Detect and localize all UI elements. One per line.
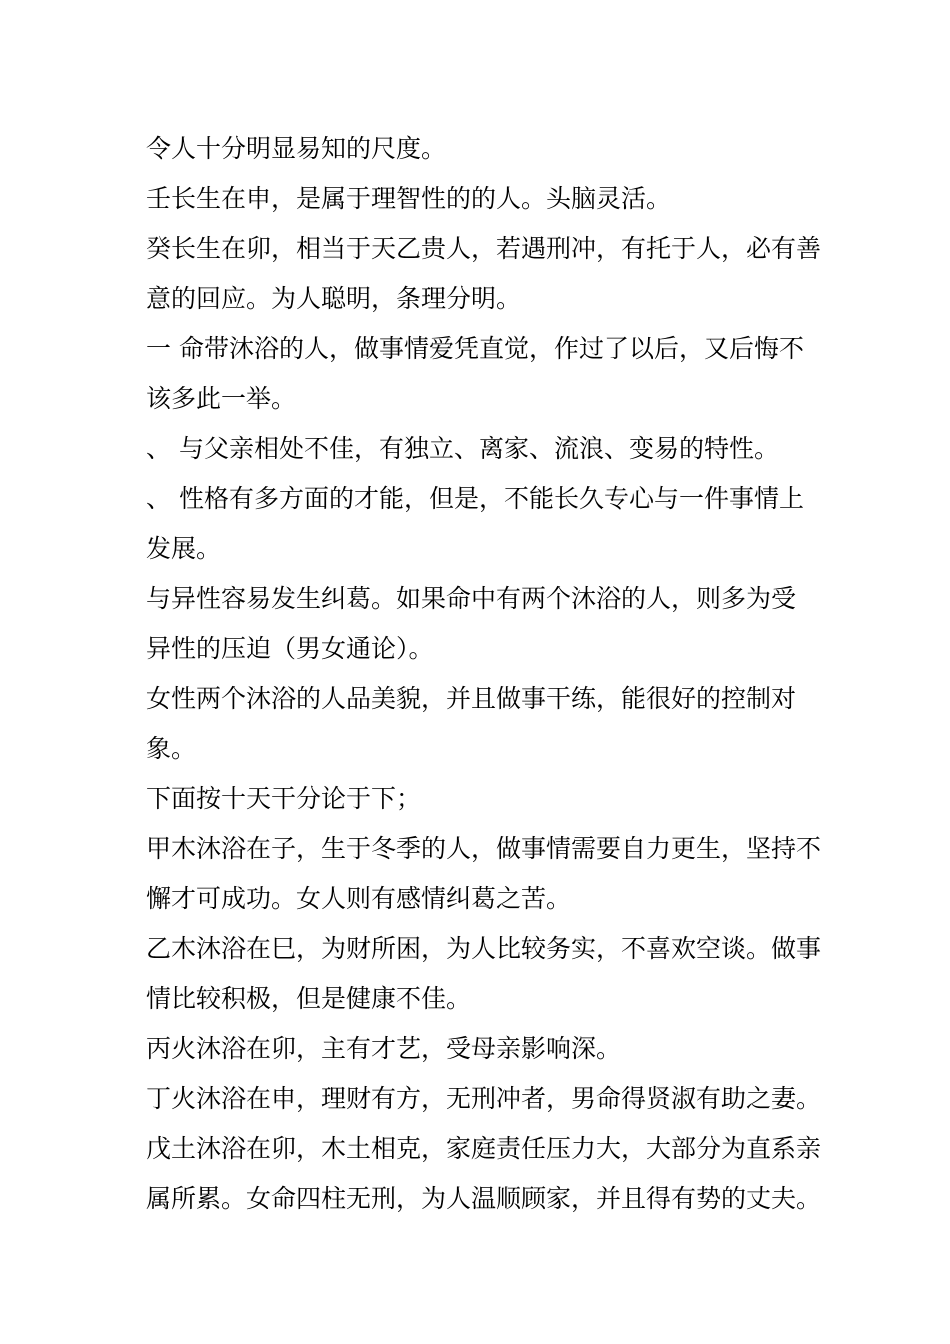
text-line: 丁火沐浴在申，理财有方，无刑冲者，男命得贤淑有助之妻。 (146, 1084, 822, 1113)
text-line: 戊土沐浴在卯，木土相克，家庭责任压力大，大部分为直系亲 (146, 1134, 822, 1163)
text-line: 女性两个沐浴的人品美貌，并且做事干练，能很好的控制对 (146, 684, 797, 713)
text-line: 该多此一举。 (146, 384, 297, 413)
text-line: 、 与父亲相处不佳，有独立、离家、流浪、变易的特性。 (146, 434, 779, 463)
text-line: 发展。 (146, 534, 222, 563)
text-line: 与异性容易发生纠葛。如果命中有两个沐浴的人，则多为受 (146, 584, 797, 613)
document-body (146, 124, 826, 1224)
text-line: 异性的压迫（男女通论）。 (146, 634, 434, 663)
text-line: 象。 (146, 734, 197, 763)
text-line: 下面按十天干分论于下； (146, 784, 422, 813)
text-line: 意的回应。为人聪明，条理分明。 (146, 284, 522, 313)
text-line: 情比较积极，但是健康不佳。 (146, 984, 472, 1013)
text-line: 丙火沐浴在卯，主有才艺，受母亲影响深。 (146, 1034, 622, 1063)
text-line: 一 命带沐浴的人，做事情爱凭直觉，作过了以后，又后悔不 (146, 334, 804, 363)
text-line: 、 性格有多方面的才能，但是，不能长久专心与一件事情上 (146, 484, 804, 513)
text-line: 乙木沐浴在巳，为财所困，为人比较务实，不喜欢空谈。做事 (146, 934, 822, 963)
text-line: 壬长生在申，是属于理智性的的人。头脑灵活。 (146, 184, 672, 213)
text-line: 令人十分明显易知的尺度。 (146, 134, 447, 163)
text-line: 癸长生在卯，相当于天乙贵人，若遇刑冲，有托于人，必有善 (146, 234, 822, 263)
text-line: 属所累。女命四柱无刑，为人温顺顾家，并且得有势的丈夫。 (146, 1184, 822, 1213)
text-line: 懈才可成功。女人则有感情纠葛之苦。 (146, 884, 572, 913)
text-line: 甲木沐浴在子，生于冬季的人，做事情需要自力更生，坚持不 (146, 834, 822, 863)
